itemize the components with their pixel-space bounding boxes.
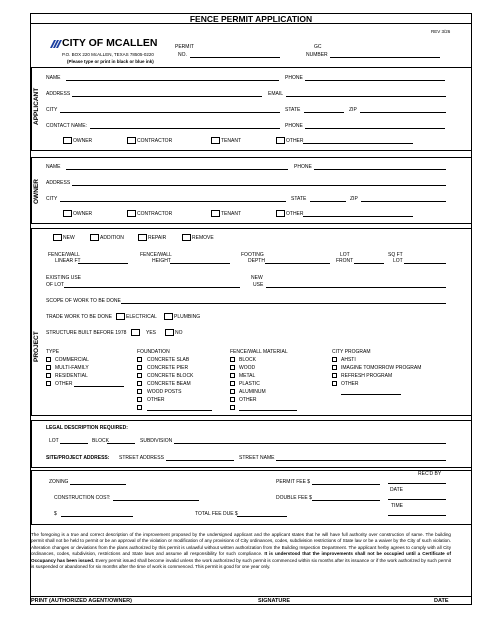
new-use-field[interactable]	[266, 287, 446, 288]
footing-label-1: FOOTING	[241, 252, 264, 258]
legal-subdivision-field[interactable]	[174, 443, 446, 444]
construction-cost-label: CONSTRUCTION COST:	[54, 495, 111, 501]
work-new-checkbox[interactable]	[53, 234, 62, 241]
disclaimer-paragraph	[31, 532, 451, 570]
total-fee-label: TOTAL FEE DUE $	[195, 511, 238, 517]
foundation-block-checkbox[interactable]	[137, 373, 142, 378]
foundation-wood-label: WOOD POSTS	[147, 389, 182, 395]
program-other-label: OTHER	[341, 381, 359, 387]
revision-label: REV 3/26	[431, 29, 451, 34]
program-other-checkbox[interactable]	[332, 381, 337, 386]
built-before-label: STRUCTURE BUILT BEFORE 1978	[46, 330, 127, 336]
owner-tenant-label: TENANT	[221, 211, 241, 217]
owner-owner-checkbox[interactable]	[63, 210, 72, 217]
applicant-phone-label: PHONE	[285, 75, 303, 81]
owner-section	[31, 157, 472, 224]
owner-name-field[interactable]	[66, 169, 288, 170]
legal-subdivision-label: SUBDIVISION	[140, 438, 173, 444]
fence-linear-label-2: LINEAR FT	[55, 258, 81, 264]
trade-label: TRADE WORK TO BE DONE	[46, 314, 112, 320]
foundation-beam-label: CONCRETE BEAM	[147, 381, 191, 387]
applicant-zip-field[interactable]	[360, 112, 446, 113]
dollar-label: $	[54, 511, 57, 517]
owner-state-label: STATE	[291, 196, 307, 202]
scope-field[interactable]	[121, 303, 446, 304]
fence-height-field[interactable]	[170, 263, 230, 264]
work-remove-label: REMOVE	[192, 235, 214, 241]
applicant-tenant-label: TENANT	[221, 138, 241, 144]
owner-zip-field[interactable]	[361, 201, 446, 202]
applicant-owner-checkbox[interactable]	[63, 137, 72, 144]
material-plastic-label: PLASTIC	[239, 381, 260, 387]
applicant-email-label: EMAIL	[268, 91, 284, 97]
program-other-field[interactable]	[341, 394, 401, 395]
ink-instructions: (Please type or print in black or blue ink)	[67, 59, 154, 64]
city-logo	[48, 39, 62, 49]
program-imagine-label: IMAGINE TOMORROW PROGRAM	[341, 365, 422, 371]
material-plastic-checkbox[interactable]	[230, 381, 235, 386]
owner-state-field[interactable]	[310, 201, 346, 202]
type-other-label: OTHER	[55, 381, 73, 387]
street-name-field[interactable]	[276, 460, 446, 461]
material-blank-checkbox[interactable]	[230, 405, 235, 410]
program-header: CITY PROGRAM	[332, 349, 371, 355]
applicant-contractor-checkbox[interactable]	[127, 137, 136, 144]
signature-line[interactable]	[31, 596, 472, 597]
time-field[interactable]	[388, 515, 446, 516]
owner-address-label: ADDRESS	[46, 180, 71, 186]
existing-use-field[interactable]	[64, 287, 240, 288]
applicant-other-checkbox[interactable]	[276, 137, 285, 144]
date-label: DATE	[390, 487, 403, 493]
type-residential-label: RESIDENTIAL	[55, 373, 88, 379]
type-commercial-checkbox[interactable]	[46, 357, 51, 362]
street-address-field[interactable]	[166, 460, 234, 461]
form-title: FENCE PERMIT APPLICATION	[189, 13, 313, 24]
owner-phone-field[interactable]	[314, 169, 446, 170]
material-block-checkbox[interactable]	[230, 357, 235, 362]
owner-name-label: NAME	[46, 164, 61, 170]
gc-number-label: NUMBER	[306, 52, 328, 58]
applicant-city-label: CITY	[46, 107, 58, 113]
material-metal-checkbox[interactable]	[230, 373, 235, 378]
fence-height-label-1: FENCE/WALL	[140, 252, 172, 258]
type-commercial-label: COMMERCIAL	[55, 357, 89, 363]
foundation-wood-checkbox[interactable]	[137, 389, 142, 394]
foundation-other-checkbox[interactable]	[137, 397, 142, 402]
type-header: TYPE	[46, 349, 60, 355]
permit-fee-label: PERMIT FEE $	[276, 479, 311, 485]
owner-section-label: OWNER	[33, 179, 40, 204]
work-remove-checkbox[interactable]	[182, 234, 191, 241]
applicant-address-label: ADDRESS	[46, 91, 71, 97]
applicant-other-label: OTHER	[286, 138, 304, 144]
legal-lot-label: LOT	[49, 438, 59, 444]
sqft-field[interactable]	[404, 263, 446, 264]
work-repair-label: REPAIR	[148, 235, 167, 241]
applicant-other-field[interactable]	[303, 143, 413, 144]
material-other-field[interactable]	[239, 410, 297, 411]
work-repair-checkbox[interactable]	[138, 234, 147, 241]
existing-use-label-2: OF LOT	[46, 282, 65, 288]
built-before-yes-label: YES	[146, 330, 157, 336]
owner-phone-label: PHONE	[294, 164, 312, 170]
work-addition-checkbox[interactable]	[90, 234, 99, 241]
agent-label: PRINT (AUTHORIZED AGENT/OWNER)	[31, 598, 132, 604]
zoning-label: ZONING	[49, 479, 69, 485]
type-multifamily-checkbox[interactable]	[46, 365, 51, 370]
applicant-zip-label: ZIP	[349, 107, 357, 113]
work-addition-label: ADDITION	[100, 235, 124, 241]
applicant-state-label: STATE	[285, 107, 301, 113]
legal-block-label: BLOCK	[92, 438, 109, 444]
zoning-field[interactable]	[70, 484, 126, 485]
fence-height-label-2: HEIGHT	[152, 258, 171, 264]
sqft-label-2: LOT	[393, 258, 403, 264]
recd-by-label: REC'D BY	[418, 471, 442, 477]
lot-front-label-2: FRONT	[336, 258, 354, 264]
foundation-other-field[interactable]	[147, 410, 212, 411]
material-other-label: OTHER	[239, 397, 257, 403]
total-fee-field[interactable]	[237, 516, 287, 517]
foundation-slab-label: CONCRETE SLAB	[147, 357, 190, 363]
owner-address-field[interactable]	[72, 185, 446, 186]
program-ahsti-checkbox[interactable]	[332, 357, 337, 362]
owner-city-field[interactable]	[60, 201, 286, 202]
legal-title: LEGAL DESCRIPTION REQUIRED:	[46, 425, 128, 431]
lot-front-label-1: LOT	[340, 252, 350, 258]
legal-block-field[interactable]	[107, 443, 135, 444]
owner-zip-label: ZIP	[350, 196, 358, 202]
foundation-blank-checkbox[interactable]	[137, 405, 142, 410]
applicant-email-field[interactable]	[286, 96, 446, 97]
material-aluminum-checkbox[interactable]	[230, 389, 235, 394]
legal-lot-field[interactable]	[60, 443, 88, 444]
applicant-contact-label: CONTACT NAME:	[46, 123, 87, 129]
recd-by-field[interactable]	[388, 483, 446, 484]
program-refresh-label: REFRESH PROGRAM	[341, 373, 393, 379]
dollar-field[interactable]	[61, 516, 133, 517]
gc-label: GC	[314, 44, 322, 50]
built-before-no-label: NO	[175, 330, 183, 336]
city-name: CITY OF MCALLEN	[62, 37, 158, 49]
signature-label: SIGNATURE	[258, 598, 290, 604]
applicant-contractor-label: CONTRACTOR	[137, 138, 173, 144]
disclaimer-text-bold: It is understood that the improvements shall not be occupied until a Certificate of Occupancy has been issued.	[31, 551, 451, 563]
applicant-phone2-label: PHONE	[285, 123, 303, 129]
double-fee-label: DOUBLE FEE $	[276, 495, 312, 501]
applicant-name-label: NAME	[46, 75, 61, 81]
site-address-label: SITE/PROJECT ADDRESS:	[46, 455, 110, 461]
built-before-yes-checkbox[interactable]	[131, 329, 140, 336]
construction-cost-field[interactable]	[113, 500, 199, 501]
electrical-label: ELECTRICAL	[126, 314, 157, 320]
material-wood-checkbox[interactable]	[230, 365, 235, 370]
applicant-name-field[interactable]	[66, 80, 279, 81]
footing-field[interactable]	[265, 263, 330, 264]
material-block-label: BLOCK	[239, 357, 256, 363]
foundation-pier-checkbox[interactable]	[137, 365, 142, 370]
applicant-city-field[interactable]	[60, 112, 280, 113]
signature-date-label: DATE	[434, 598, 449, 604]
permit-fee-field[interactable]	[312, 484, 380, 485]
foundation-block-label: CONCRETE BLOCK	[147, 373, 194, 379]
foundation-other-label: OTHER	[147, 397, 165, 403]
gc-number-field[interactable]	[330, 57, 440, 58]
disclaimer-text-1: The foregoing is a true and correct description of the improvement proposed by the undersigned applicant and the applicant states that he will have full authority over construction of same. The building permit shall not be held to permit or be an approval of the violation or modification of any provisions of City ordinances, codes, subdivision restrictions of State law or be a waiver by the City of such violation. Alteration changes or deviations from the plans authorized by this permit is unlawful without written authorization from the Building Inspection Department. The applicant herby agrees to comply with all City ordinances, codes, subdivision, restrictions and State laws and assume all responsibility for such compliance.	[31, 532, 451, 557]
owner-other-field[interactable]	[303, 216, 413, 217]
type-other-checkbox[interactable]	[46, 381, 51, 386]
electrical-checkbox[interactable]	[116, 313, 125, 320]
material-wood-label: WOOD	[239, 365, 256, 371]
disclaimer-text-2: Every permit issued shall become invalid unless the work authorized by such permit is commenced within six months after its issuance or if the work authorized by such permit is suspended or abandoned for six months after the time of work is commenced. This permit is good for one year only.	[31, 557, 451, 570]
applicant-state-field[interactable]	[304, 112, 344, 113]
material-header: FENCE/WALL MATERIAL	[230, 349, 288, 355]
owner-contractor-checkbox[interactable]	[127, 210, 136, 217]
new-use-label-1: NEW	[251, 275, 263, 281]
project-section-label: PROJECT	[33, 331, 40, 362]
street-name-label: STREET NAME	[239, 455, 275, 461]
double-fee-field[interactable]	[312, 500, 380, 501]
type-multifamily-label: MULTI-FAMILY	[55, 365, 89, 371]
work-new-label: NEW	[63, 235, 75, 241]
program-refresh-checkbox[interactable]	[332, 373, 337, 378]
owner-tenant-checkbox[interactable]	[211, 210, 220, 217]
fence-linear-field[interactable]	[78, 263, 128, 264]
foundation-beam-checkbox[interactable]	[137, 381, 142, 386]
material-metal-label: METAL	[239, 373, 256, 379]
sqft-label-1: SQ FT	[388, 252, 403, 258]
foundation-slab-checkbox[interactable]	[137, 357, 142, 362]
foundation-pier-label: CONCRETE PIER	[147, 365, 189, 371]
applicant-phone2-field[interactable]	[305, 128, 445, 129]
permit-no-label: NO.	[178, 52, 187, 58]
owner-other-checkbox[interactable]	[276, 210, 285, 217]
new-use-label-2: USE	[253, 282, 264, 288]
fence-linear-label-1: FENCE/WALL	[48, 252, 80, 258]
permit-no-field[interactable]	[190, 57, 280, 58]
foundation-header: FOUNDATION	[137, 349, 170, 355]
owner-city-label: CITY	[46, 196, 58, 202]
date-field[interactable]	[388, 499, 446, 500]
applicant-contact-field[interactable]	[90, 128, 280, 129]
time-label: TIME	[391, 503, 403, 509]
applicant-tenant-checkbox[interactable]	[211, 137, 220, 144]
lot-front-field[interactable]	[354, 263, 384, 264]
owner-other-label: OTHER	[286, 211, 304, 217]
material-aluminum-label: ALUMINUM	[239, 389, 266, 395]
built-before-no-checkbox[interactable]	[165, 329, 174, 336]
program-imagine-checkbox[interactable]	[332, 365, 337, 370]
plumbing-checkbox[interactable]	[164, 313, 173, 320]
permit-label: PERMIT	[175, 44, 194, 50]
existing-use-label-1: EXISTING USE	[46, 275, 82, 281]
owner-contractor-label: CONTRACTOR	[137, 211, 173, 217]
street-address-label: STREET ADDRESS	[119, 455, 164, 461]
footing-label-2: DEPTH	[248, 258, 265, 264]
scope-label: SCOPE OF WORK TO BE DONE	[46, 298, 121, 304]
plumbing-label: PLUMBING	[174, 314, 201, 320]
applicant-phone-field[interactable]	[305, 80, 445, 81]
type-residential-checkbox[interactable]	[46, 373, 51, 378]
owner-owner-label: OWNER	[73, 211, 93, 217]
material-other-checkbox[interactable]	[230, 397, 235, 402]
applicant-section-label: APPLICANT	[33, 87, 40, 125]
applicant-address-field[interactable]	[72, 96, 262, 97]
type-other-field[interactable]	[74, 386, 124, 387]
city-address: P.O. BOX 220 McALLEN, TEXAS 78505-0220	[62, 52, 154, 57]
program-ahsti-label: AHSTI	[341, 357, 356, 363]
applicant-owner-label: OWNER	[73, 138, 93, 144]
